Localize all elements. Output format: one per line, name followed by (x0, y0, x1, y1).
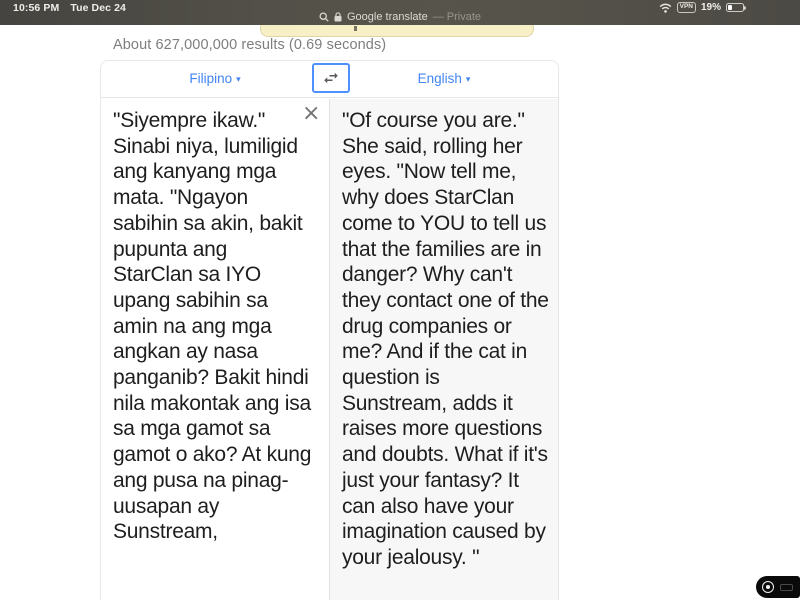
target-language-selector[interactable] (330, 61, 558, 97)
search-icon (319, 12, 329, 22)
highlight-bar-mark (354, 26, 357, 31)
target-language-label: English (417, 71, 462, 86)
chevron-down-icon: ▾ (236, 74, 241, 84)
swap-icon (320, 69, 342, 87)
translated-text-panel (330, 99, 558, 600)
close-icon: × (302, 101, 321, 126)
status-bar (0, 0, 800, 25)
time-label: 10:56 PM (13, 1, 60, 14)
results-summary: About 627,000,000 results (0.69 seconds) (113, 37, 387, 53)
source-text-panel[interactable] (101, 99, 330, 600)
mini-battery-icon (780, 584, 793, 591)
date-label: Tue Dec 24 (70, 1, 126, 14)
battery-percent: 19% (700, 2, 721, 13)
vpn-badge: VPN (677, 2, 696, 13)
chevron-down-icon: ▾ (465, 74, 471, 84)
translate-header (101, 61, 558, 98)
swap-languages-button[interactable] (312, 63, 350, 93)
wifi-icon (659, 3, 672, 13)
assistive-touch-button[interactable] (756, 576, 800, 598)
lock-icon (334, 12, 342, 22)
source-language-label: Filipino (189, 71, 233, 86)
clear-source-button[interactable] (302, 101, 321, 126)
private-label: — Private (432, 10, 481, 23)
battery-icon (726, 3, 744, 12)
status-icons (659, 2, 744, 13)
translate-card (100, 60, 559, 600)
translate-body (101, 99, 558, 600)
source-language-selector[interactable] (101, 61, 329, 97)
center-dot (766, 585, 770, 589)
translated-text: "Of course you are." She said, rolling her eyes. "Now tell me, why does StarClan come to YOU to tell us that the families are in danger? Why can't they contact one of the drug companies or me? And if the cat in question is Sunstream, adds it raises more questions and doubts. What if it's just your fantasy? It can also have your imagination caused by your jealousy. " (342, 109, 555, 569)
source-text[interactable]: "Siyempre ikaw." Sinabi niya, lumiligid ang kanyang mga mata. "Ngayon sabihin sa akin, bakit pupunta ang StarClan sa IYO upang sabihin sa amin na ang mga angkan ay nasa panganib? Bakit hindi nila makontak ang isa sa mga gamot sa gamot o ako? At kung ang pusa na pinag-uusapan ay Sunstream, (113, 109, 317, 544)
address-text: Google translate (346, 10, 428, 23)
concentric-circles-icon (762, 581, 774, 593)
battery-fill (728, 5, 732, 10)
